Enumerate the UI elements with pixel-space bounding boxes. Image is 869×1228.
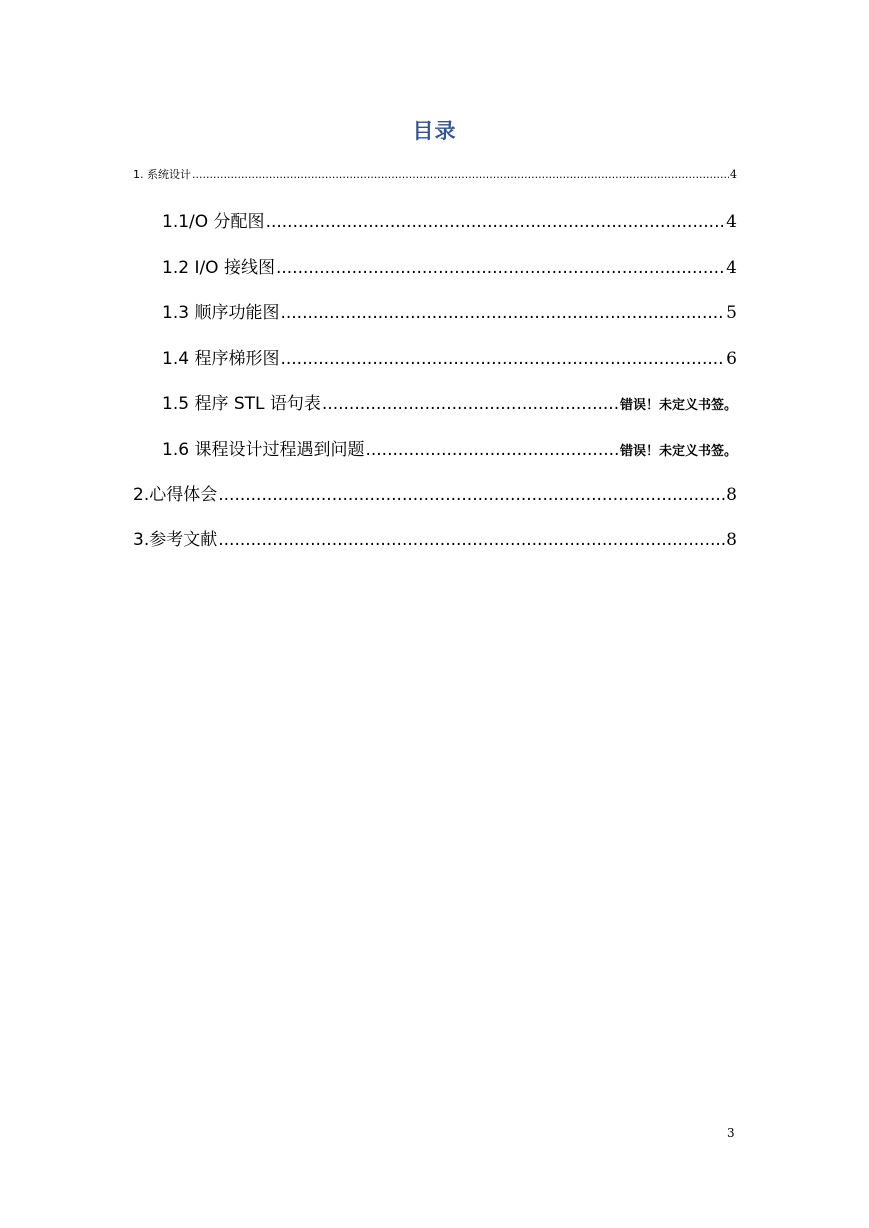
toc-title: 目录 [412,119,457,143]
toc-entry-label: 1.3 顺序功能图 [162,303,280,323]
toc-entry-label: 2.心得体会 [133,485,218,505]
toc-entry-sfc[interactable] [162,298,737,323]
toc-entry-label: 1.1/O 分配图 [162,212,265,232]
toc-leader-dots [322,394,619,414]
toc-entry-page: 4 [730,168,737,181]
toc-leader-dots [218,530,725,550]
toc-leader-dots [218,485,725,505]
toc-leader-dots [266,212,726,232]
toc-entry-io-assignment[interactable] [162,207,737,232]
toc-entry-system-design[interactable] [133,166,737,182]
toc-entry-stl[interactable] [162,389,737,414]
page-number: 3 [727,1126,735,1140]
toc-entry-page: 8 [726,485,737,505]
toc-entry-page: 5 [726,303,737,323]
toc-entry-problems[interactable] [162,435,737,460]
toc-entry-ladder[interactable] [162,344,737,369]
toc-entry-page-error: 错误！未定义书签。 [619,398,737,413]
toc-leader-dots [280,349,725,369]
toc-entry-label: 1.6 课程设计过程遇到问题 [162,440,365,460]
toc-entry-page-error: 错误！未定义书签。 [619,444,737,459]
toc-entry-label: 1. 系统设计 [133,168,191,181]
toc-entry-page: 4 [726,212,737,232]
toc-entry-page: 8 [726,530,737,550]
toc-entry-label: 1.5 程序 STL 语句表 [162,394,321,414]
toc-entry-io-wiring[interactable] [162,253,737,278]
toc-entry-label: 3.参考文献 [133,530,218,550]
toc-leader-dots [365,440,619,460]
toc-entry-references[interactable] [133,525,737,550]
toc-leader-dots [276,258,725,278]
toc-leader-dots [192,168,729,181]
toc-entry-page: 4 [726,258,737,278]
toc-entry-label: 1.4 程序梯形图 [162,349,280,369]
toc-leader-dots [280,303,725,323]
toc-entry-reflections[interactable] [133,480,737,505]
toc-entry-page: 6 [726,349,737,369]
toc-entry-label: 1.2 I/O 接线图 [162,258,275,278]
